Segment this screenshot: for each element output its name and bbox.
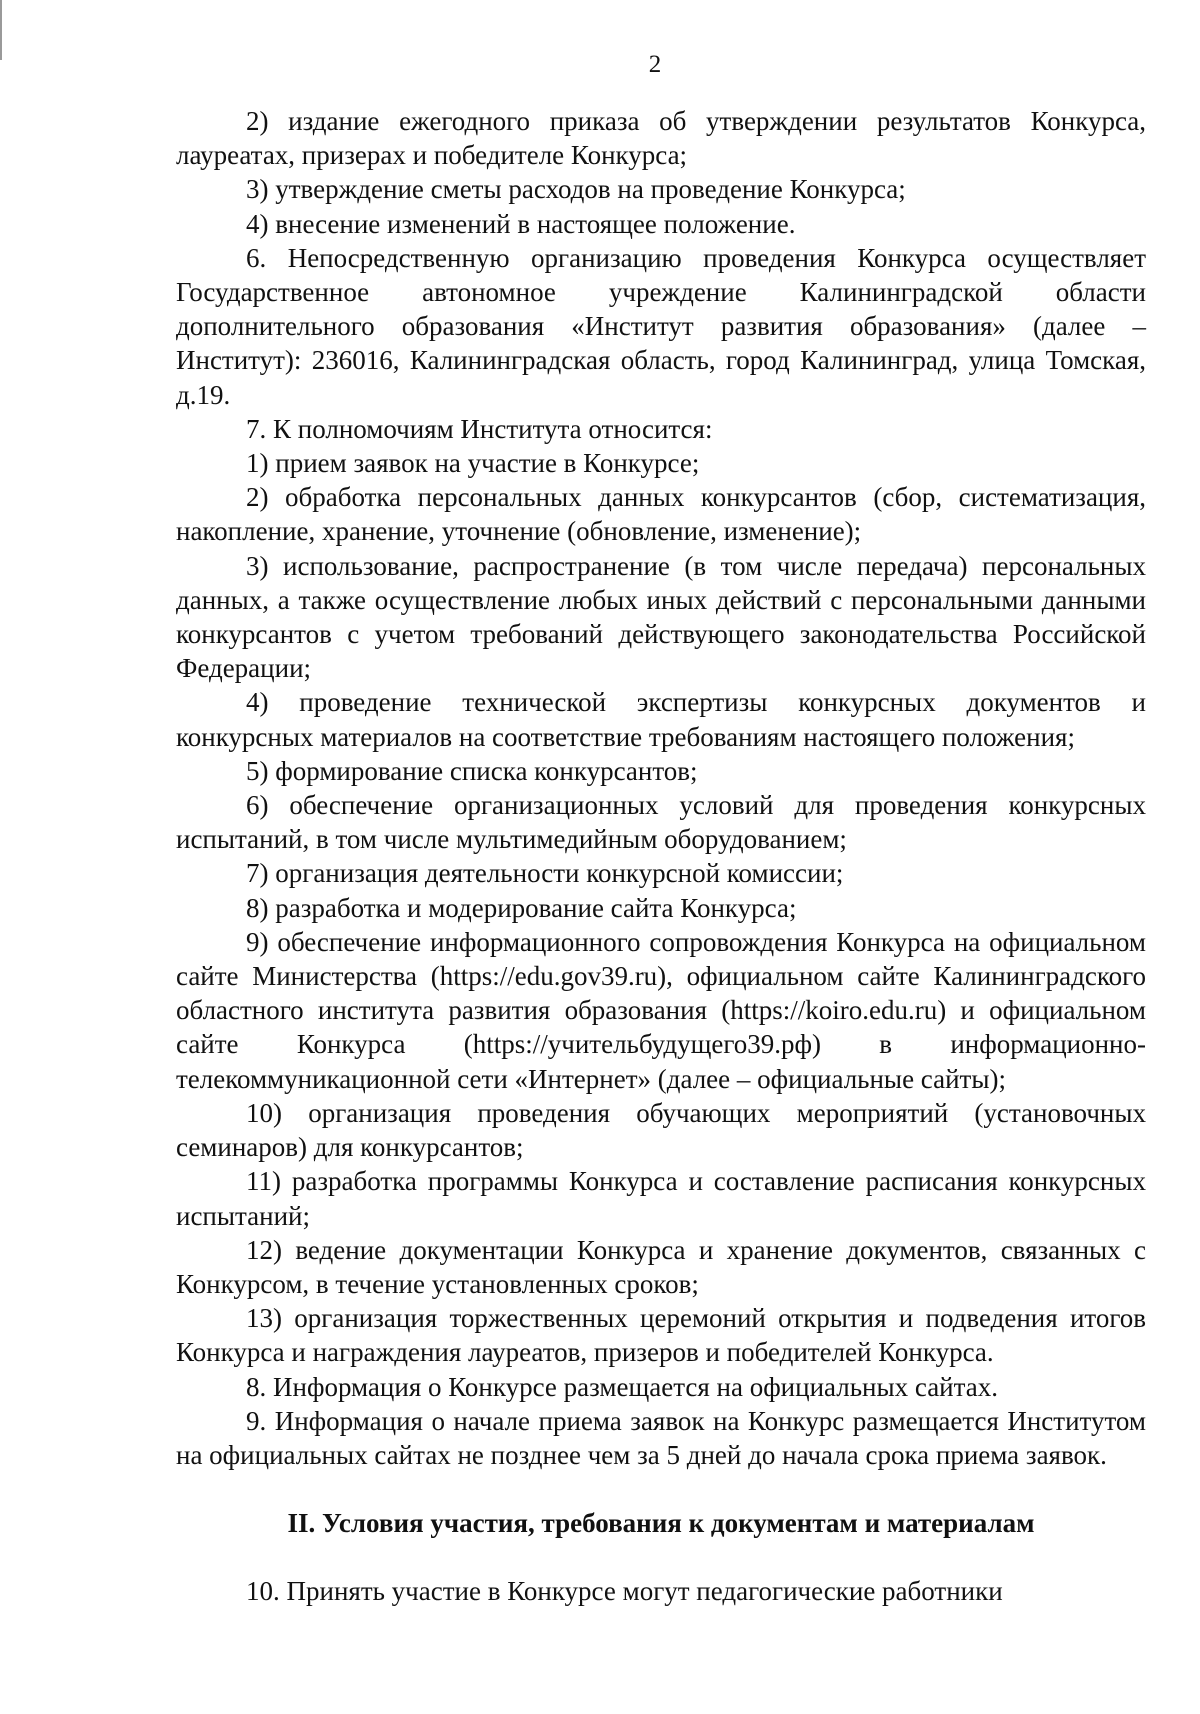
paragraph-item-7-commission: 7) организация деятельности конкурсной комиссии; [246,858,844,889]
paragraph-item-2-personal-data: 2) обработка персональных данных конкурсантов (сбор, систематизация, накопление, хранение, уточнение (обновление, изменение); [176,482,1146,547]
paragraph-item-10-seminars: 10) организация проведения обучающих мероприятий (установочных семинаров) для конкурсантов; [176,1097,1146,1163]
paragraph-item-9-information-support: 9) обеспечение информационного сопровождения Конкурса на официальном сайте Министерства (https://edu.gov39.ru), официальном сайте Калининградского областного института развития образования (https://koiro.edu.ru) и официальном сайте Конкурса (https://учительбудущего39.рф) в информационно-телекоммуникационной сети «Интернет» (далее – официальные сайты); [176,926,1146,1094]
document-body [176,104,1146,1608]
paragraph-item-8-website: 8) разработка и модерирование сайта Конкурса; [246,892,797,923]
paragraph-item-5-participant-list: 5) формирование списка конкурсантов; [246,755,698,786]
paragraph-item-11-program: 11) разработка программы Конкурса и составление расписания конкурсных испытаний; [176,1166,1146,1231]
paragraph-9-application-start: 9. Информация о начале приема заявок на Конкурс размещается Институтом на официальных сайтах не позднее чем за 5 дней до начала срока приема заявок. [176,1405,1146,1470]
section-spacer [176,1472,1146,1506]
scan-edge-mark [0,0,2,60]
paragraph-item-6-conditions: 6) обеспечение организационных условий для проведения конкурсных испытаний, в том числе мультимедийным оборудованием; [176,790,1146,855]
paragraph-7-institute-powers: 7. К полномочиям Института относится: [246,413,713,444]
section-spacer [176,1540,1146,1574]
paragraph-item-2-approve-results: 2) издание ежегодного приказа об утверждении результатов Конкурса, лауреатах, призерах и победителе Конкурса; [176,106,1146,171]
paragraph-10-participants: 10. Принять участие в Конкурсе могут педагогические работники [246,1576,1003,1607]
paragraph-item-13-ceremonies: 13) организация торжественных церемоний открытия и подведения итогов Конкурса и награждения лауреатов, призеров и победителей Конкурса. [176,1303,1146,1368]
paragraph-item-4-amendments: 4) внесение изменений в настоящее положение. [246,208,796,239]
paragraph-item-1-applications: 1) прием заявок на участие в Конкурсе; [246,448,700,479]
section-heading: II. Условия участия, требования к документам и материалам [287,1508,1035,1539]
paragraph-item-3-data-usage: 3) использование, распространение (в том числе передача) персональных данных, а также осуществление любых иных действий с персональными данными конкурсантов с учетом требований действующего законодательства Российской Федерации; [176,550,1146,684]
paragraph-6-organizer: 6. Непосредственную организацию проведения Конкурса осуществляет Государственное автономное учреждение Калининградской области дополнительного образования «Институт развития образования» (далее – Институт): 236016, Калининградская область, город Калининград, улица Томская, д.19. [176,242,1146,410]
page-number: 2 [648,51,662,78]
paragraph-item-12-documentation: 12) ведение документации Конкурса и хранение документов, связанных с Конкурсом, в течение установленных сроков; [176,1234,1146,1299]
paragraph-item-3-budget: 3) утверждение сметы расходов на проведение Конкурса; [246,174,906,205]
paragraph-item-4-expertise: 4) проведение технической экспертизы конкурсных документов и конкурсных материалов на соответствие требованиям настоящего положения; [176,687,1146,752]
paragraph-8-information: 8. Информация о Конкурсе размещается на официальных сайтах. [246,1371,998,1402]
